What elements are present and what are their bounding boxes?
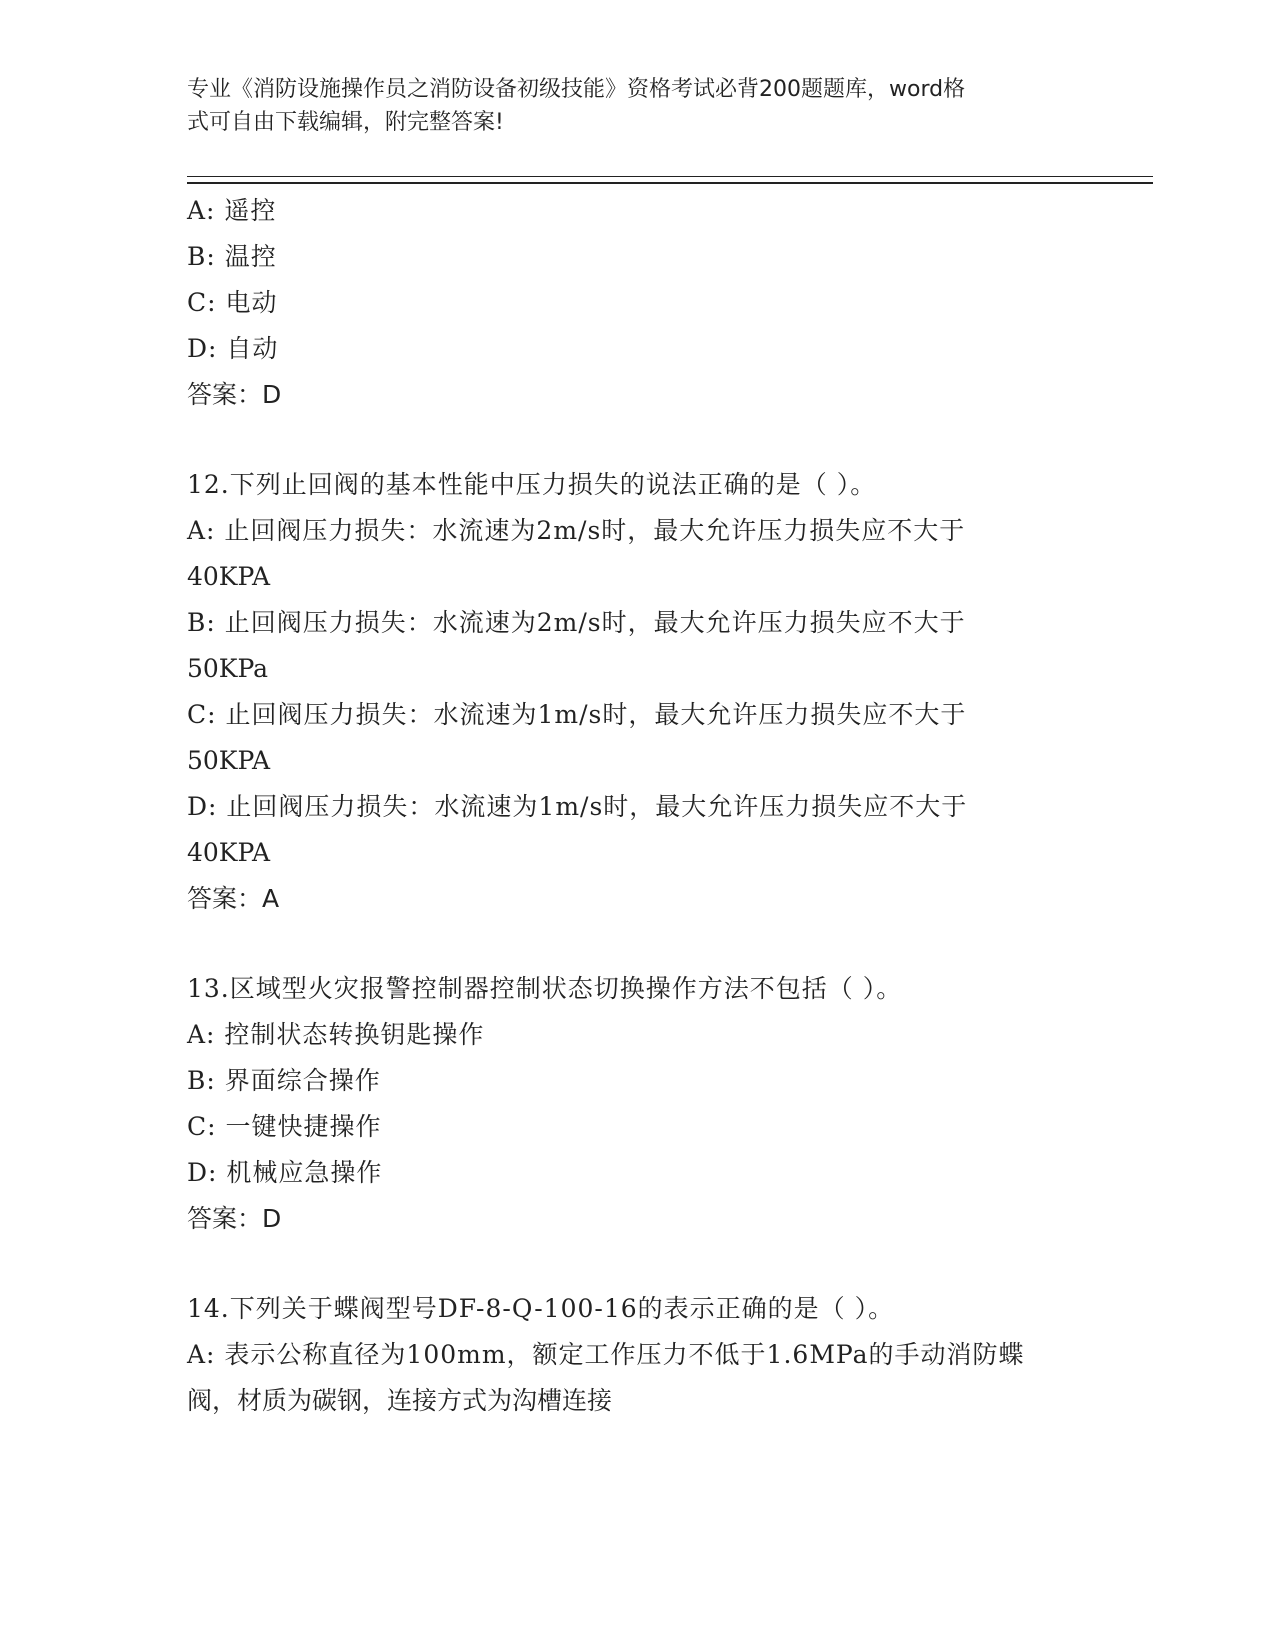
q13-stem: 13.区域型火灾报警控制器控制状态切换操作方法不包括（ ）。 [187,974,903,1003]
question-13 [187,966,1087,1242]
q12-stem: 12.下列止回阀的基本性能中压力损失的说法正确的是（ ）。 [187,470,877,499]
question-content [187,188,1087,1424]
question-12 [187,462,1087,922]
q12-option-c: C: 止回阀压力损失：水流速为1m/s时，最大允许压力损失应不大于 [187,700,967,729]
q14-stem: 14.下列关于蝶阀型号DF-8-Q-100-16的表示正确的是（ ）。 [187,1294,895,1323]
q13-option-c: C: 一键快捷操作 [187,1112,382,1141]
q12-answer: 答案：A [187,884,280,913]
header-line-1: 专业《消防设施操作员之消防设备初级技能》资格考试必背200题题库，word格 [187,77,966,102]
q12-option-d-cont: 40KPA [187,838,271,867]
q12-option-a-cont: 40KPA [187,562,271,591]
q12-option-d: D: 止回阀压力损失：水流速为1m/s时，最大允许压力损失应不大于 [187,792,968,821]
q13-answer: 答案：D [187,1204,282,1233]
header-divider-thick [187,182,1153,184]
question-11 [187,188,1087,418]
q13-option-d: D: 机械应急操作 [187,1158,383,1187]
question-14 [187,1286,1087,1424]
q11-option-c: C: 电动 [187,288,278,317]
q11-option-d: D: 自动 [187,334,279,363]
q11-answer: 答案：D [187,380,282,409]
q14-option-a: A: 表示公称直径为100mm，额定工作压力不低于1.6MPa的手动消防蝶 [187,1340,1025,1369]
q12-option-b-cont: 50KPa [187,654,269,683]
q11-option-a: A: 遥控 [187,196,277,225]
q11-option-b: B: 温控 [187,242,277,271]
document-header [187,73,1087,139]
q12-option-c-cont: 50KPA [187,746,271,775]
q12-option-b: B: 止回阀压力损失：水流速为2m/s时，最大允许压力损失应不大于 [187,608,966,637]
header-line-2: 式可自由下载编辑，附完整答案! [187,110,504,135]
q13-option-b: B: 界面综合操作 [187,1066,381,1095]
q13-option-a: A: 控制状态转换钥匙操作 [187,1020,485,1049]
q12-option-a: A: 止回阀压力损失：水流速为2m/s时，最大允许压力损失应不大于 [187,516,966,545]
header-divider-thin [187,176,1153,177]
q14-option-a-cont: 阀，材质为碳钢，连接方式为沟槽连接 [187,1386,613,1415]
